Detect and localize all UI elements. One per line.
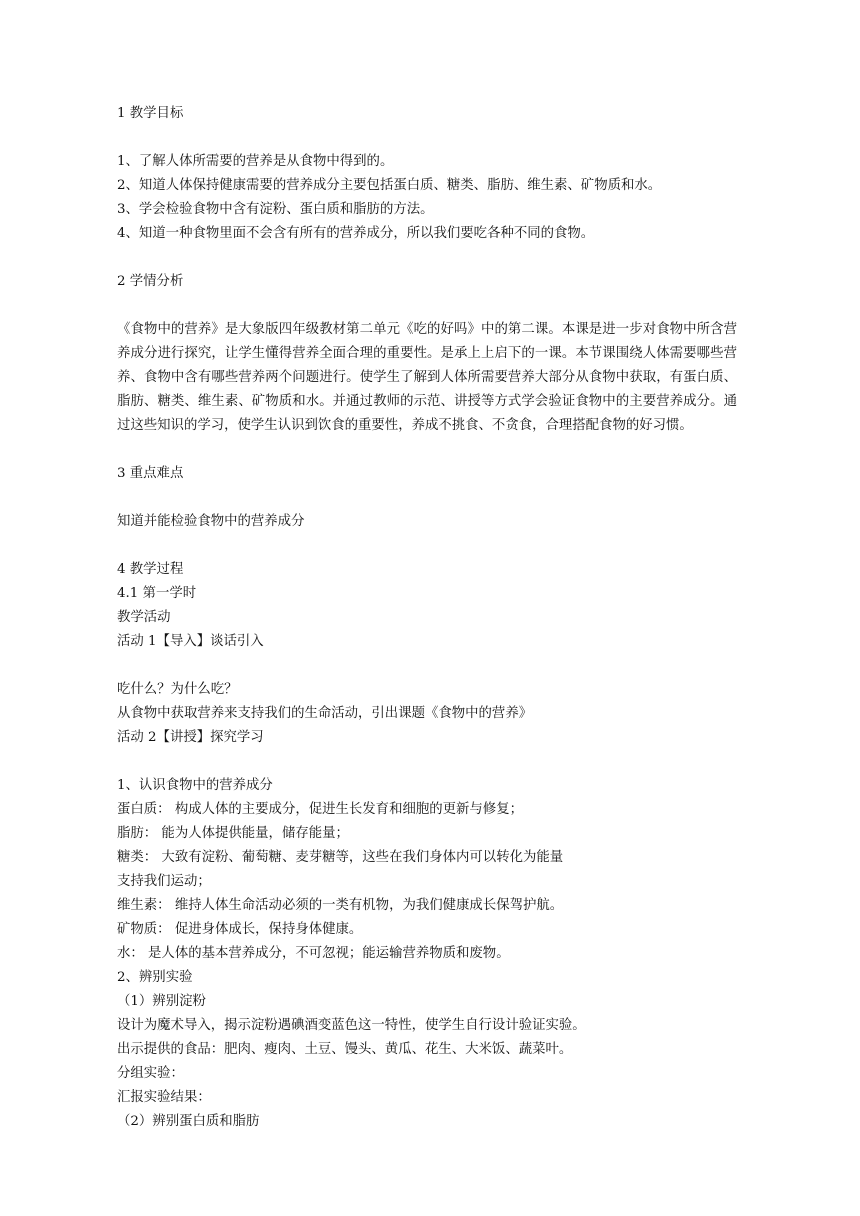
blank-line: [117, 534, 847, 558]
activity-1-title: 活动 1【导入】谈话引入: [117, 634, 264, 649]
goal-item: 4、知道一种食物里面不会含有所有的营养成分，所以我们要吃各种不同的食物。: [117, 226, 595, 241]
blank-line: [117, 654, 847, 678]
nutrient-sugar: 糖类： 大致有淀粉、葡萄糖、麦芽糖等，这些在我们身体内可以转化为能量: [117, 850, 564, 865]
blank-line: [117, 750, 847, 774]
nutrient-fat: 脂肪： 能为人体提供能量，储存能量；: [117, 826, 349, 841]
blank-line: [117, 294, 847, 318]
subsection-first-lesson: 4.1 第一学时: [117, 586, 197, 601]
nutrient-water: 水： 是人体的基本营养成分，不可忽视；能运输营养物质和废物。: [117, 946, 510, 961]
experiment-foods: 出示提供的食品：肥肉、瘦肉、土豆、馒头、黄瓜、花生、大米饭、蔬菜叶。: [117, 1042, 573, 1057]
group-experiment: 分组实验：: [117, 1066, 184, 1081]
blank-line: [117, 126, 847, 150]
experiment-starch-design: 设计为魔术导入，揭示淀粉遇碘酒变蓝色这一特性，使学生自行设计验证实验。: [117, 1018, 586, 1033]
experiment-protein-fat-heading: （2）辨别蛋白质和脂肪: [117, 1114, 260, 1129]
activity-1-line: 吃什么？为什么吃？: [117, 682, 238, 697]
activity-1-line: 从食物中获取营养来支持我们的生命活动，引出课题《食物中的营养》: [117, 706, 533, 721]
key-points-text: 知道并能检验食物中的营养成分: [117, 514, 305, 529]
section-heading-student-analysis: 2 学情分析: [117, 274, 184, 289]
blank-line: [117, 486, 847, 510]
blank-line: [117, 438, 847, 462]
nutrient-protein: 蛋白质： 构成人体的主要成分，促进生长发育和细胞的更新与修复；: [117, 802, 523, 817]
nutrient-sugar-continued: 支持我们运动；: [117, 874, 211, 889]
blank-line: [117, 246, 847, 270]
teaching-activities-label: 教学活动: [117, 610, 171, 625]
nutrient-vitamin: 维生素： 维持人体生命活动必须的一类有机物，为我们健康成长保驾护航。: [117, 898, 564, 913]
activity-2-line: 1、认识食物中的营养成分: [117, 778, 273, 793]
experiment-starch-heading: （1）辨别淀粉: [117, 994, 206, 1009]
goal-item: 1、了解人体所需要的营养是从食物中得到的。: [117, 154, 394, 169]
goal-item: 2、知道人体保持健康需要的营养成分主要包括蛋白质、糖类、脂肪、维生素、矿物质和水。: [117, 178, 662, 193]
report-results: 汇报实验结果：: [117, 1090, 211, 1105]
document-page: [117, 102, 847, 1134]
section-heading-teaching-process: 4 教学过程: [117, 562, 184, 577]
activity-2-title: 活动 2【讲授】探究学习: [117, 730, 264, 745]
section-heading-teaching-goals: 1 教学目标: [117, 106, 184, 121]
nutrient-mineral: 矿物质： 促进身体成长，保持身体健康。: [117, 922, 363, 937]
student-analysis-paragraph: 《食物中的营养》是大象版四年级教材第二单元《吃的好吗》中的第二课。本课是进一步对食物中所含营养成分进行探究，让学生懂得营养全面合理的重要性。是承上上启下的一课。本节课围绕人体需要哪些营养、食物中含有哪些营养两个问题进行。使学生了解到人体所需要营养大部分从食物中获取，有蛋白质、脂肪、糖类、维生素、矿物质和水。并通过教师的示范、讲授等方式学会验证食物中的主要营养成分。通过这些知识的学习，使学生认识到饮食的重要性，养成不挑食、不贪食，合理搭配食物的好习惯。: [117, 322, 737, 433]
section-heading-key-points: 3 重点难点: [117, 466, 184, 481]
goal-item: 3、学会检验食物中含有淀粉、蛋白质和脂肪的方法。: [117, 202, 434, 217]
experiment-heading: 2、辨别实验: [117, 970, 193, 985]
